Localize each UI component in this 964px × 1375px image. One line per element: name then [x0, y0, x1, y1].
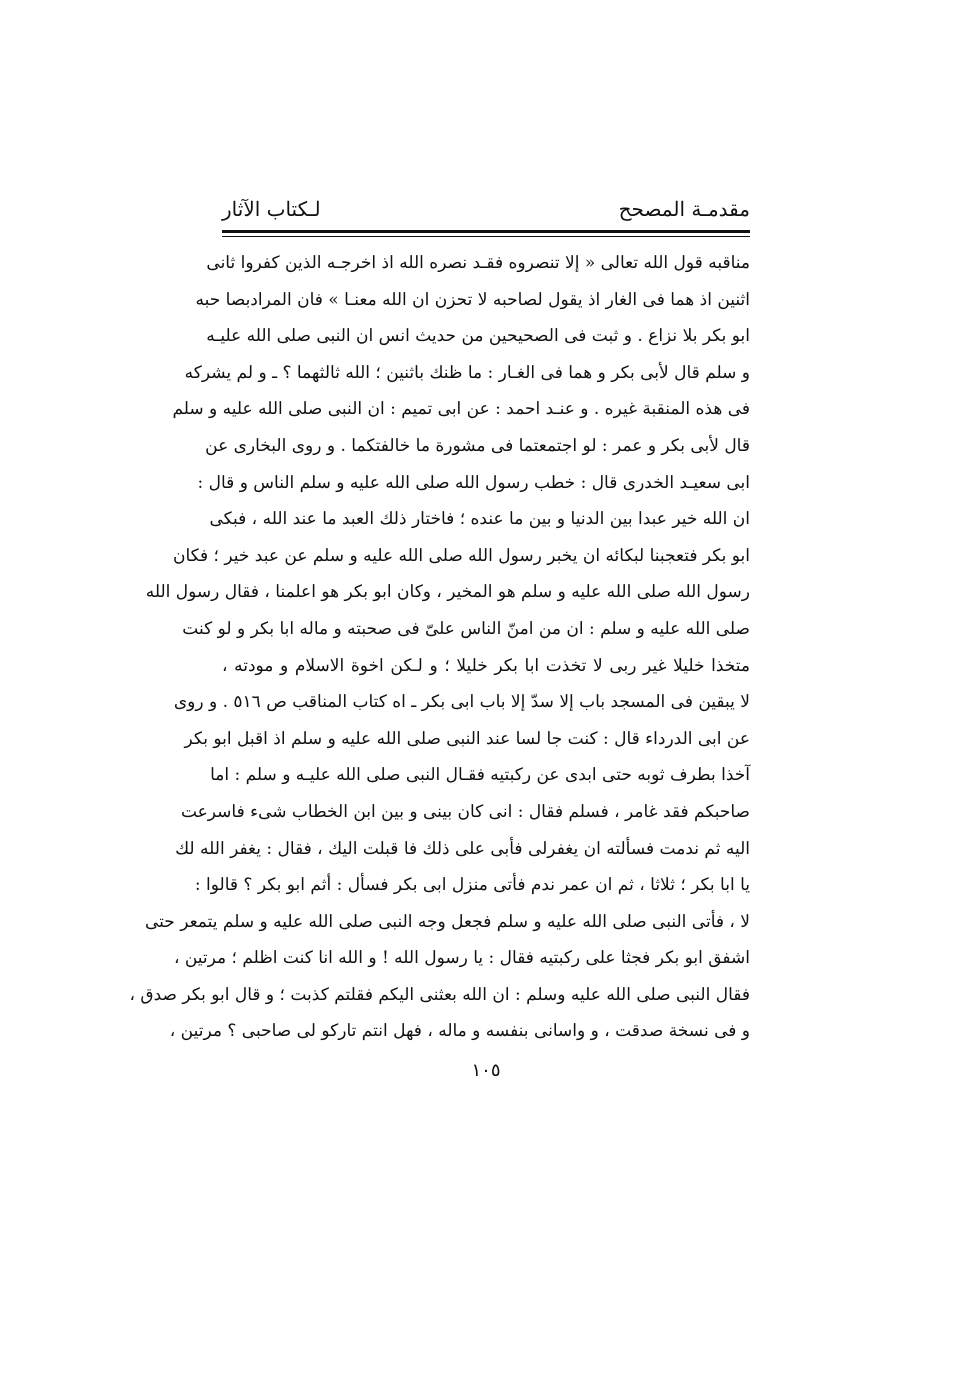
page-number: ١٠٥ [471, 1060, 501, 1082]
text-line: و فى نسخة صدقت ، و واسانى بنفسه و ماله ، فهل انتم تاركو لى صاحبى ؟ مرتين ، [169, 1021, 750, 1042]
text-line: مناقبه قول الله تعالى « إلا تنصروه فقـد نصره الله اذ اخرجـه الذين كفروا ثانى [206, 253, 750, 273]
text-line: فى هذه المنقبة غيره . و عنـد احمد : عن ابى تميم : ان النبى صلى الله عليه و سلم [172, 399, 750, 420]
running-header [222, 190, 750, 228]
body-text [129, 245, 750, 1050]
text-line: آخذا بطرف ثوبه حتى ابدى عن ركبتيه فقـال النبى صلى الله عليـه و سلم : اما [210, 765, 750, 786]
book-title: لـكتاب الآثار [222, 197, 321, 221]
text-line: ان الله خير عبدا بين الدنيا و بين ما عنده ؛ فاختار ذلك العبد ما عند الله ، فبكى [209, 509, 750, 530]
text-line: عن ابى الدرداء قال : كنت جا لسا عند النبى صلى الله عليه و سلم اذ اقبل ابو بكر [184, 728, 750, 749]
text-line: متخذا خليلا غير ربى لا تخذت ابا بكر خليلا ؛ و لـكن اخوة الاسلام و مودته ، [222, 655, 750, 676]
text-line: اشفق ابو بكر فجثا على ركبتيه فقال : يا رسول الله ! و الله انا كنت اظلم ؛ مرتين ، [173, 948, 750, 969]
text-line: صلى الله عليه و سلم : ان من امنّ الناس علىّ فى صحبته و ماله ابا بكر و لو كنت [182, 618, 750, 639]
text-line: لا يبقين فى المسجد باب إلا سدّ إلا باب ابى بكر ـ اه كتاب المناقب ص ٥١٦ . و روى [173, 692, 750, 713]
text-line: رسول الله صلى الله عليه و سلم هو المخير ، وكان ابو بكر هو اعلمنا ، فقال رسول الله [145, 582, 750, 603]
text-line: اثنين اذ هما فى الغار اذ يقول لصاحبه لا تحزن ان الله معنـا » فان المرادبصا حبه [195, 289, 750, 310]
text-line: قال لأبى بكر و عمر : لو اجتمعتما فى مشورة ما خالفتكما . و روى البخارى عن [205, 435, 750, 456]
section-title: مقدمـة المصحح [618, 197, 750, 221]
text-line: و سلم قال لأبى بكر و هما فى الغـار : ما ظنك باثنين ؛ الله ثالثهما ؟ ـ و لم يشركه [184, 362, 750, 383]
text-line: صاحبكم فقد غامر ، فسلم فقال : انى كان بينى و بين ابن الخطاب شىء فاسرعت [180, 801, 750, 822]
header-rule-thick [222, 230, 750, 233]
header-rule-thin [222, 236, 750, 237]
text-line: لا ، فأتى النبى صلى الله عليه و سلم فجعل وجه النبى صلى الله عليه و سلم يتمعر حتى [145, 911, 750, 932]
book-page [129, 190, 750, 1086]
text-line: فقال النبى صلى الله عليه وسلم : ان الله بعثنى اليكم فقلتم كذبت ؛ و قال ابو بكر صدق ، [129, 984, 750, 1005]
text-line: يا ابا بكر ؛ ثلاثا ، ثم ان عمر ندم فأتى منزل ابى بكر فسأل : أثم ابو بكر ؟ قالوا : [194, 875, 750, 896]
text-line: ابو بكر بلا نزاع . و ثبت فى الصحيحين من حديث انس ان النبى صلى الله عليـه [206, 326, 750, 347]
text-line: ابو بكر فتعجبنا لبكائه ان يخبر رسول الله صلى الله عليه و سلم عن عبد خير ؛ فكان [172, 545, 750, 566]
text-line: ابى سعيـد الخدرى قال : خطب رسول الله صلى الله عليه و سلم الناس و قال : [197, 472, 750, 493]
text-line: اليه ثم ندمت فسألته ان يغفرلى فأبى على ذلك فا قبلت اليك ، فقال : يغفر الله لك [175, 838, 750, 859]
